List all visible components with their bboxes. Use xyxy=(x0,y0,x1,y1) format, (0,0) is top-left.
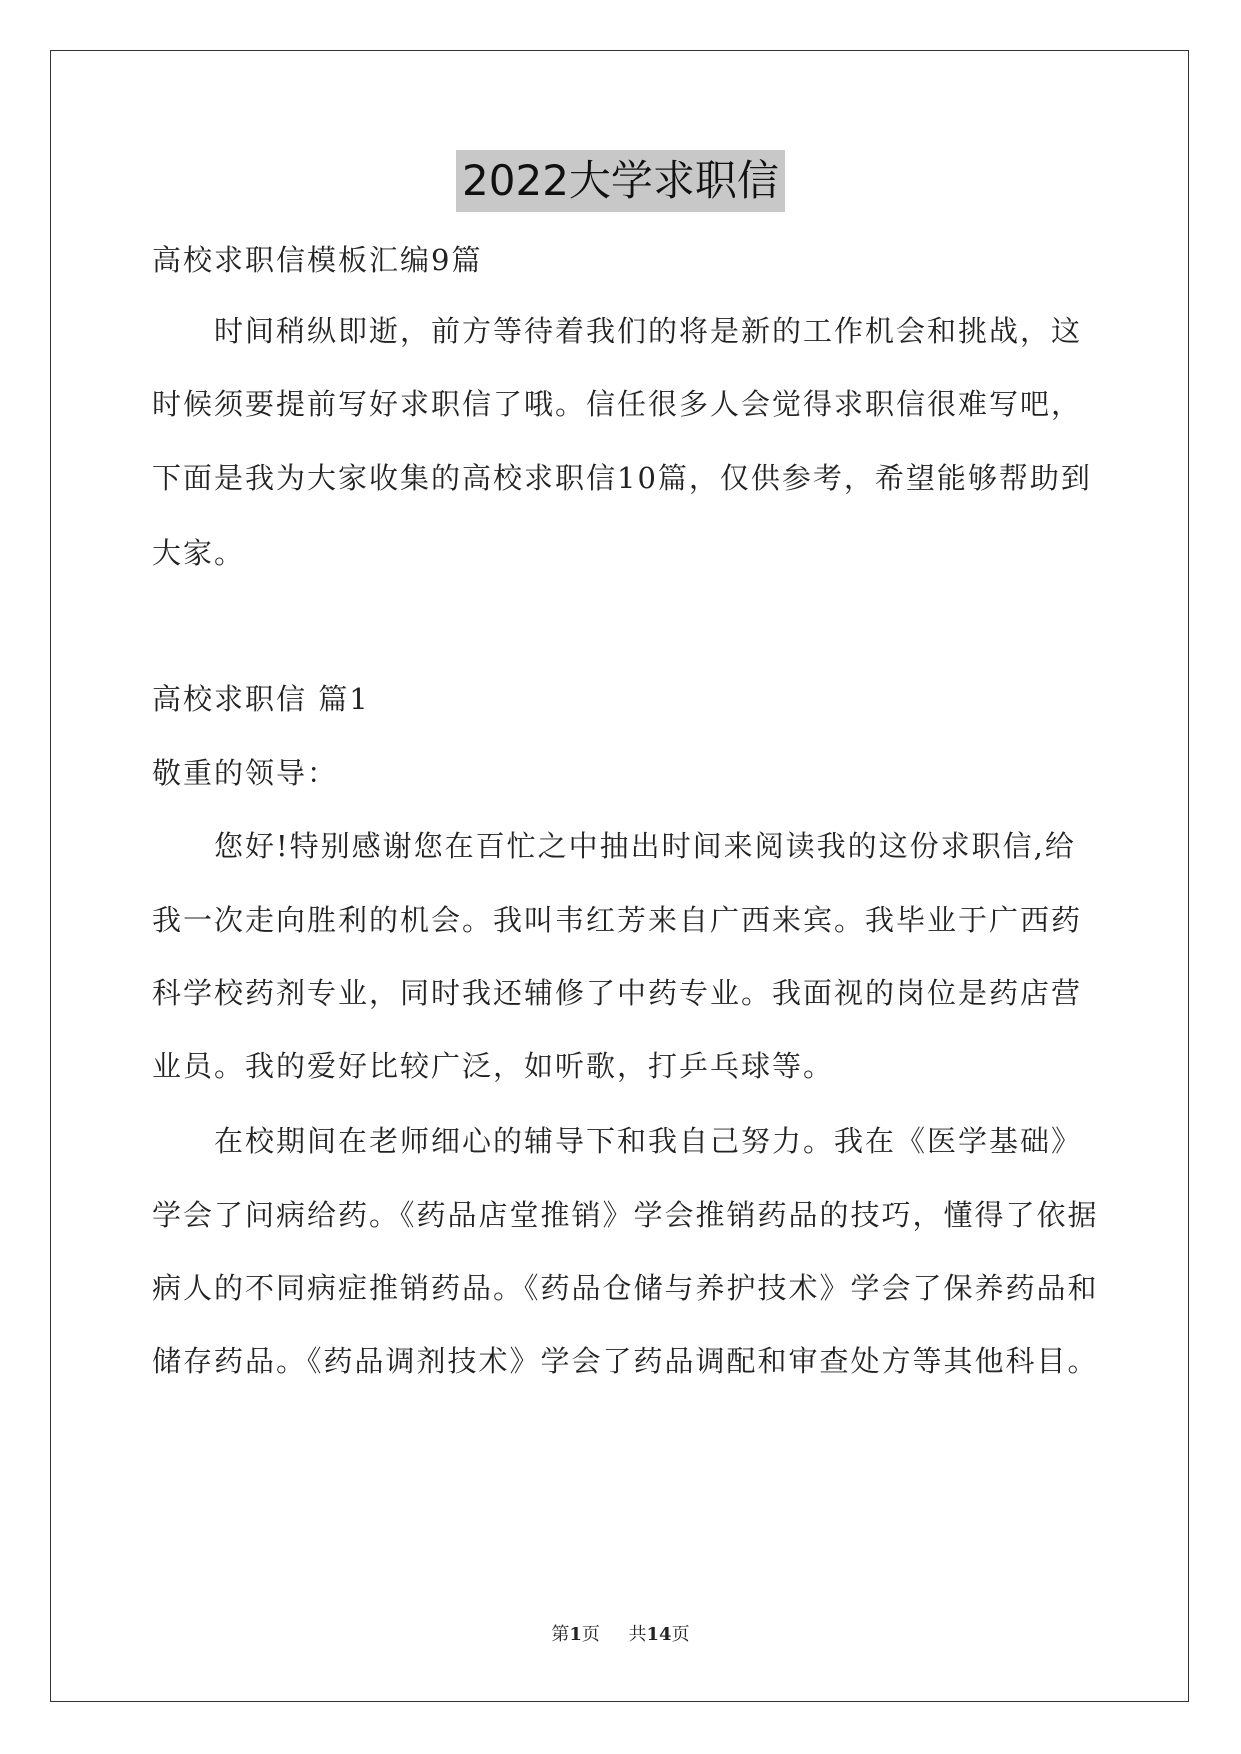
para1-line-4: 业员。我的爱好比较广泛，如听歌，打乒乓球等。 xyxy=(152,1049,835,1083)
salutation: 敬重的领导： xyxy=(152,756,339,790)
para1-line-3: 科学校药剂专业，同时我还辅修了中药专业。我面视的岗位是药店营 xyxy=(152,976,1083,1010)
document-title: 2022大学求职信 xyxy=(456,150,785,212)
title-wrapper xyxy=(0,150,1241,212)
footer-page-number: 1 xyxy=(569,1624,582,1645)
para1-line-2: 我一次走向胜利的机会。我叫韦红芳来自广西来宾。我毕业于广西药 xyxy=(152,903,1083,937)
footer-total-suffix: 页 xyxy=(671,1624,690,1645)
document-subtitle: 高校求职信模板汇编9篇 xyxy=(152,243,483,277)
para2-line-1: 在校期间在老师细心的辅导下和我自己努力。我在《医学基础》 xyxy=(214,1124,1083,1158)
para2-line-2: 学会了问病给药。《药品店堂推销》学会推销药品的技巧，懂得了依据 xyxy=(152,1198,1099,1232)
footer-prefix: 第 xyxy=(551,1624,570,1645)
intro-line-2: 时候须要提前写好求职信了哦。信任很多人会觉得求职信很难写吧， xyxy=(152,387,1083,421)
footer-page-suffix: 页 xyxy=(581,1624,600,1645)
footer-total-pages: 14 xyxy=(646,1624,672,1645)
intro-line-4: 大家。 xyxy=(152,536,246,570)
intro-line-1: 时间稍纵即逝，前方等待着我们的将是新的工作机会和挑战，这 xyxy=(214,314,1083,348)
intro-line-3: 下面是我为大家收集的高校求职信10篇，仅供参考，希望能够帮助到 xyxy=(152,461,1092,495)
footer-total-prefix: 共 xyxy=(628,1624,647,1645)
page-border xyxy=(50,50,1189,1702)
section-heading: 高校求职信 篇1 xyxy=(152,682,370,716)
para1-line-1: 您好!特别感谢您在百忙之中抽出时间来阅读我的这份求职信,给 xyxy=(214,829,1076,863)
page-footer xyxy=(0,1623,1241,1647)
para2-line-3: 病人的不同病症推销药品。《药品仓储与养护技术》学会了保养药品和 xyxy=(152,1271,1099,1305)
para2-line-4: 储存药品。《药品调剂技术》学会了药品调配和审查处方等其他科目。 xyxy=(152,1344,1099,1378)
